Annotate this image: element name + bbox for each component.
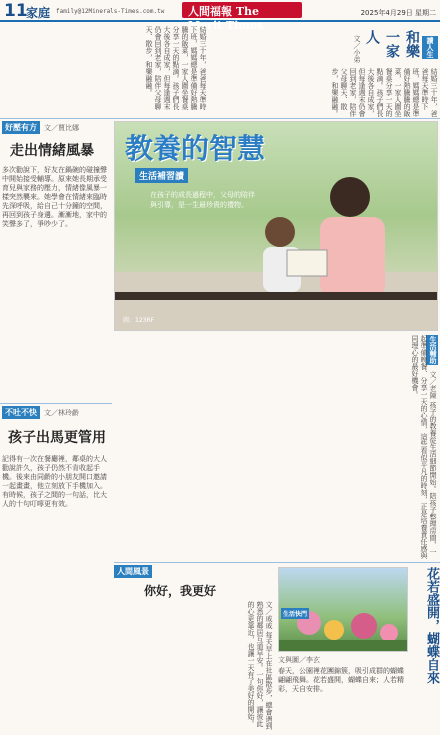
article-author: 文／老陳 bbox=[429, 371, 437, 400]
page-number: 11 bbox=[4, 1, 28, 21]
bottom-mid-article bbox=[114, 565, 274, 733]
article-body bbox=[114, 601, 274, 731]
column-label: 生活輔助 bbox=[426, 335, 438, 365]
article-title: 你好，我更好 bbox=[144, 584, 217, 598]
column-label: 人間風景 bbox=[114, 565, 152, 578]
feature-photo bbox=[114, 121, 438, 331]
article-body: 孩子的教養從生活細節開始。陪孩子整理房間、一起準備晚餐、分享一天的心情，這些看似平凡的時刻，正是培養責任感與同理心的最好機會。 bbox=[411, 335, 437, 559]
article-text: 每天早上在社區散步，總會遇到熟悉的鄰居互道早安。一句你好，讓彼此的心更靠近，也讓一天有了美好的開始。 bbox=[247, 601, 273, 730]
article-body: 記得有一次在餐廳裡，鄰桌的大人勸說許久，孩子仍然不肯收起手機。後來由同齡的小朋友開口邀請一起畫畫，他立刻放下手機加入。有時候，孩子之間的一句話，比大人的十句叮嚀更有效。 bbox=[2, 455, 107, 508]
article-meta bbox=[2, 406, 112, 419]
column-label: 好壓有方 bbox=[2, 121, 40, 134]
bottom-right-title: 花若盛開，蝴蝶自來 bbox=[424, 567, 439, 684]
flower-photo bbox=[278, 567, 408, 652]
article-body: 多次勸說下，好友在鍋碗的碰撞聲中開始接受輔導。原來她長期承受育兒與家務的壓力，情緒像風暴一樣突然襲來。她學會在情緒來臨時先深呼吸，給自己十分鐘的空間，再回到孩子身邊。漸漸地，家中的笑聲多了，爭吵少了。 bbox=[2, 166, 107, 228]
article-title: 和樂一家人 bbox=[364, 30, 420, 58]
photo-caption: 春天，公園裡花團錦簇，吸引成群的蝴蝶翩翩飛舞。花若盛開，蝴蝶自來；人若精彩，天自安排。 bbox=[278, 667, 404, 693]
mid-article bbox=[114, 335, 438, 560]
bottom-right-caption bbox=[278, 655, 408, 733]
article-meta bbox=[114, 565, 274, 578]
article-title: 孩子出馬更管用 bbox=[8, 430, 106, 446]
feature-caption: 在孩子的成長過程中，父母的陪伴與引導，是一生最珍貴的禮物。 bbox=[150, 191, 255, 209]
divider bbox=[0, 403, 112, 404]
header-url: family@12Minerals-Times.com.tw bbox=[56, 8, 165, 15]
article-body: 結婚三十年，爸爸每天準時下班，媽媽總是準備好熱騰騰的飯菜，一家人圍坐餐桌分享一天的點滴。孩子們長大後各自成家，但每逢週末仍會回到老家，陪伴父母聊天、散步，和樂融融。 bbox=[331, 68, 438, 118]
top-right-article bbox=[212, 26, 438, 124]
issue-date: 2025年4月29日 星期二 bbox=[360, 9, 436, 17]
article-heading-block bbox=[212, 26, 438, 68]
article-title: 走出情緒風暴 bbox=[10, 143, 94, 159]
divider bbox=[114, 562, 440, 563]
photo-credit: 文與圖／李玄 bbox=[278, 656, 320, 664]
left-article-2 bbox=[2, 406, 112, 731]
page-header bbox=[0, 0, 440, 32]
newspaper-logo: 人間福報 The Merit Times bbox=[182, 2, 302, 18]
article-author: 文／戚戚 bbox=[265, 601, 273, 629]
column-label: 不吐不快 bbox=[2, 406, 40, 419]
article-meta bbox=[2, 121, 112, 134]
photo-label: 生活快門 bbox=[281, 608, 309, 619]
divider bbox=[0, 118, 440, 119]
photo-credit: 圖：123RF bbox=[123, 317, 155, 324]
left-article-1 bbox=[2, 121, 112, 401]
article-author: 文／林玲齡 bbox=[44, 408, 79, 417]
top-left-text: 結婚三十年，爸爸每天準時下班，媽媽總是準備好熱騰騰的飯菜，一家人圍坐餐桌分享一天的點滴。孩子們長大後各自成家，但每逢週末仍會回到老家，陪伴父母聊天、散步，和樂融融。 bbox=[145, 26, 207, 110]
feature-banner: 生活補習讀 bbox=[135, 168, 188, 183]
section-name: 家庭 bbox=[26, 6, 51, 20]
article-author: 文／小弟 bbox=[353, 35, 361, 64]
article-author: 文／賈比娜 bbox=[44, 123, 79, 132]
column-label: 讀人生 bbox=[422, 36, 438, 59]
feature-title: 教養的智慧 bbox=[125, 132, 266, 165]
